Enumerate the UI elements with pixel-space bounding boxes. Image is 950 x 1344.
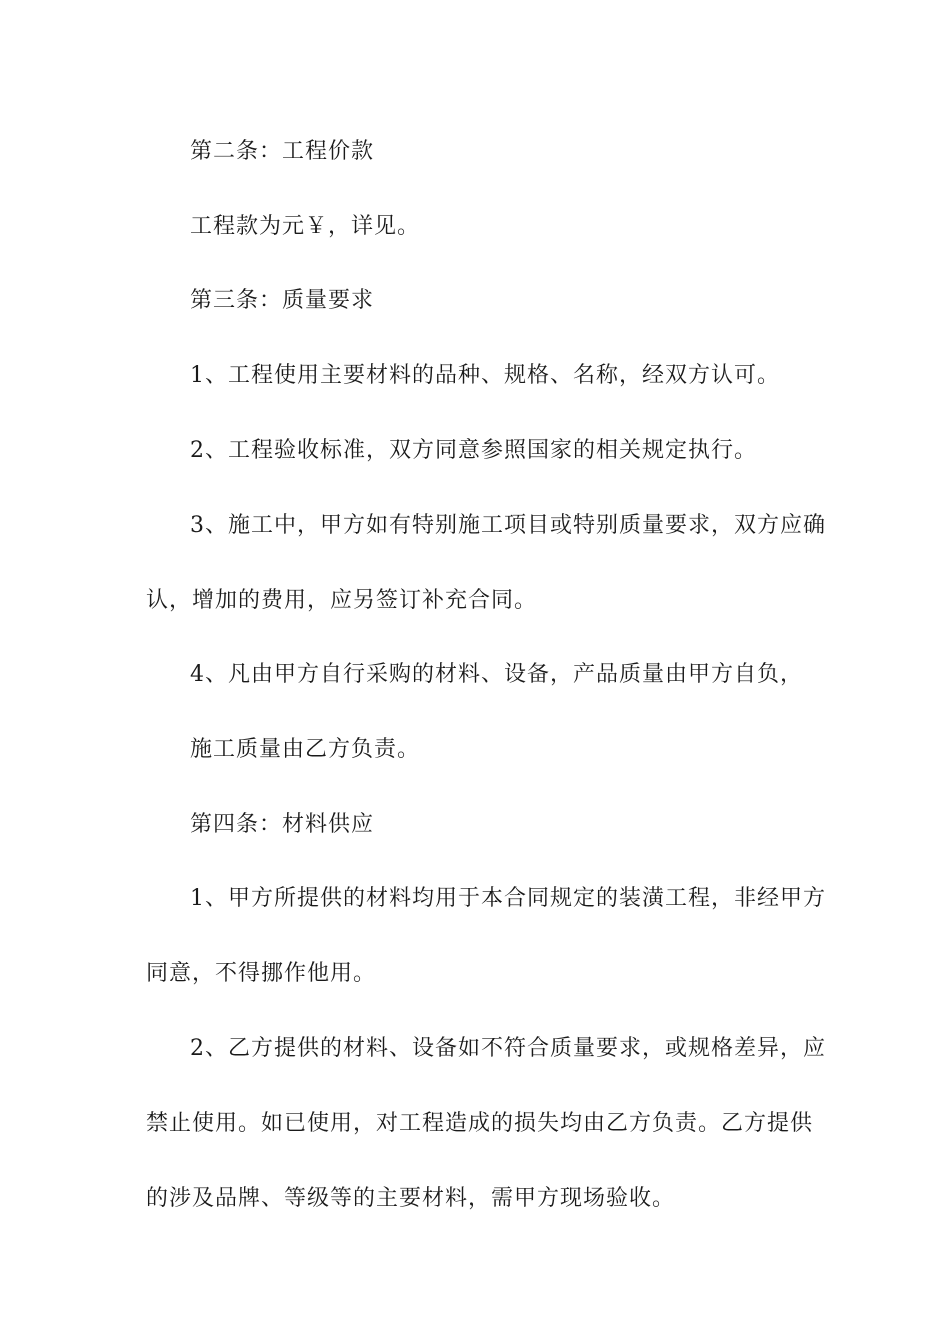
article-3-heading: 第三条：质量要求 bbox=[190, 288, 375, 313]
article-4-item-2-line-2: 禁止使用。如已使用，对工程造成的损失均由乙方负责。乙方提供 bbox=[146, 1111, 814, 1136]
article-4-item-2-line-1: 2、乙方提供的材料、设备如不符合质量要求，或规格差异，应 bbox=[190, 1036, 826, 1061]
article-4-item-2-line-3: 的涉及品牌、等级等的主要材料，需甲方现场验收。 bbox=[146, 1186, 676, 1211]
article-2-heading: 第二条：工程价款 bbox=[190, 139, 375, 164]
article-3-item-4-line-2: 施工质量由乙方负责。 bbox=[190, 737, 421, 762]
article-3-item-3-line-1: 3、施工中，甲方如有特别施工项目或特别质量要求，双方应确 bbox=[190, 513, 826, 538]
article-3-item-2: 2、工程验收标准，双方同意参照国家的相关规定执行。 bbox=[190, 438, 757, 463]
article-3-item-3-line-2: 认，增加的费用，应另签订补充合同。 bbox=[146, 588, 538, 613]
article-4-item-1-line-2: 同意，不得挪作他用。 bbox=[146, 961, 377, 986]
article-4-heading: 第四条：材料供应 bbox=[190, 812, 375, 837]
article-4-item-1-line-1: 1、甲方所提供的材料均用于本合同规定的装潢工程，非经甲方 bbox=[190, 886, 826, 911]
article-3-item-4-line-1: 4、凡由甲方自行采购的材料、设备，产品质量由甲方自负， bbox=[190, 662, 803, 687]
article-2-text: 工程款为元￥，详见。 bbox=[190, 214, 421, 239]
article-3-item-1: 1、工程使用主要材料的品种、规格、名称，经双方认可。 bbox=[190, 363, 780, 388]
